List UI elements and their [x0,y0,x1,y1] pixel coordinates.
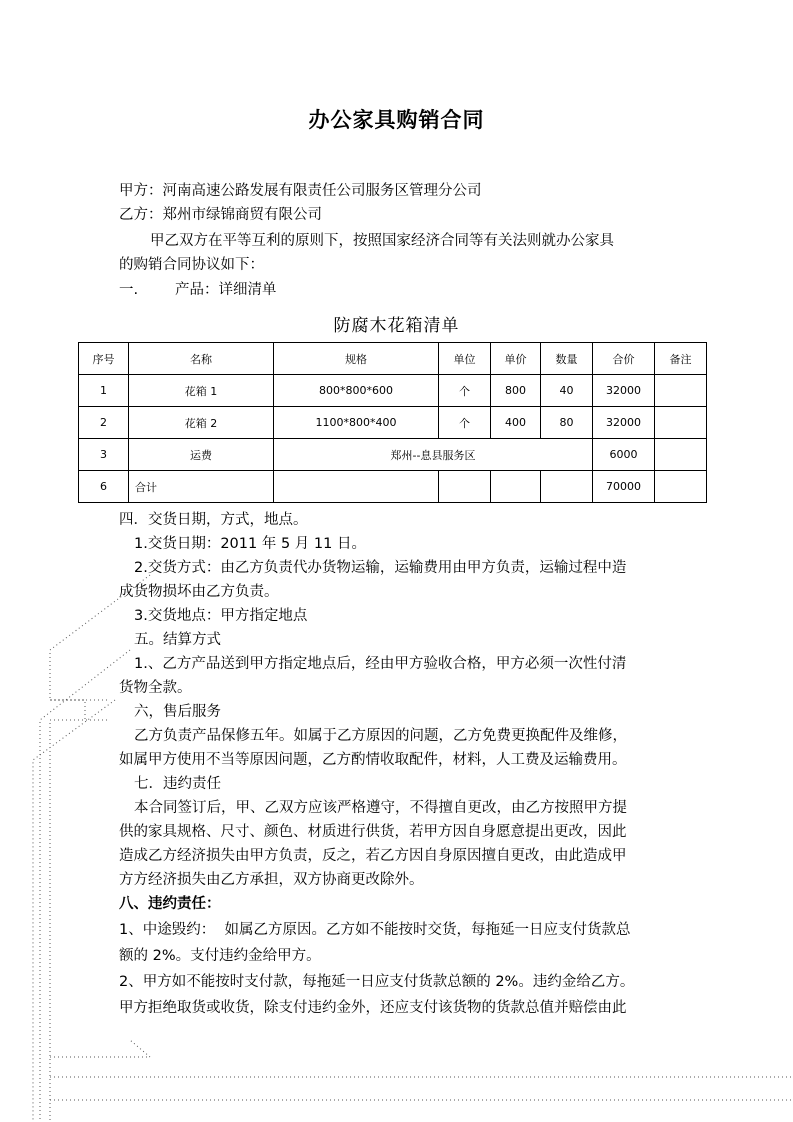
s8-item-1-line-1: 1、中途毁约： 如属乙方原因。乙方如不能按时交货，每拖延一日应支付货款总 [119,922,631,938]
table-row [79,407,707,439]
cell-total: 32000 [593,407,655,439]
header-price: 单价 [491,343,541,375]
party-b: 乙方：郑州市绿锦商贸有限公司 [119,207,322,223]
header-spec: 规格 [274,343,439,375]
cell-route: 郑州--息县服务区 [274,439,593,471]
cell-seq: 2 [79,407,129,439]
cell-empty [274,471,439,503]
cell-unit: 个 [439,375,491,407]
s7-line-2: 供的家具规格、尺寸、颜色、材质进行供货，若甲方因自身愿意提出更改，因此 [119,824,627,840]
s4-item-3: 3.交货地点：甲方指定地点 [134,608,308,624]
header-unit: 单位 [439,343,491,375]
header-name: 名称 [129,343,274,375]
table-title: 防腐木花箱清单 [333,316,460,336]
cell-empty [491,471,541,503]
cell-empty [439,471,491,503]
section-1-heading: 一. 产品：详细清单 [119,282,277,298]
cell-price: 800 [491,375,541,407]
cell-note [655,407,707,439]
cell-total: 32000 [593,375,655,407]
cell-sum-total: 70000 [593,471,655,503]
header-seq: 序号 [79,343,129,375]
cell-price: 400 [491,407,541,439]
cell-name: 花箱 1 [129,375,274,407]
cell-name: 运费 [129,439,274,471]
cell-empty [655,471,707,503]
s8-item-3: 甲方拒绝取货或收货，除支付违约金外，还应支付该货物的货款总值并赔偿由此 [119,1000,627,1016]
header-note: 备注 [655,343,707,375]
cell-name: 花箱 2 [129,407,274,439]
cell-seq: 6 [79,471,129,503]
s8-item-1-line-2: 额的 2%。支付违约金给甲方。 [119,948,321,964]
cell-spec: 800*800*600 [274,375,439,407]
document-title: 办公家具购销合同 [308,107,485,132]
cell-note [655,375,707,407]
s5-item-1-line-2: 货物全款。 [119,680,192,696]
preamble-line-2: 的购销合同协议如下： [119,257,264,273]
s4-item-1: 1.交货日期：2011 年 5 月 11 日。 [134,536,366,552]
cell-sum-label: 合计 [129,471,274,503]
s7-line-1: 本合同签订后，甲、乙双方应该严格遵守，不得擅自更改，由乙方按照甲方提 [134,800,627,816]
cell-seq: 1 [79,375,129,407]
section-6-heading: 六，售后服务 [134,704,221,720]
cell-qty: 40 [541,375,593,407]
section-5-heading: 五。结算方式 [134,632,221,648]
header-qty: 数量 [541,343,593,375]
cell-qty: 80 [541,407,593,439]
preamble-line-1: 甲乙双方在平等互利的原则下，按照国家经济合同等有关法则就办公家具 [150,233,614,249]
cell-seq: 3 [79,439,129,471]
s5-item-1-line-1: 1.、乙方产品送到甲方指定地点后，经由甲方验收合格，甲方必须一次性付清 [134,656,627,672]
cell-unit: 个 [439,407,491,439]
cell-note [655,439,707,471]
header-total: 合价 [593,343,655,375]
table-header-row [79,343,707,375]
s4-item-2-line-2: 成货物损坏由乙方负责。 [119,584,279,600]
s7-line-4: 方方经济损失由乙方承担，双方协商更改除外。 [119,872,424,888]
section-4-heading: 四．交货日期，方式，地点。 [119,512,308,528]
s6-line-1: 乙方负责产品保修五年。如属于乙方原因的问题，乙方免费更换配件及维修， [134,728,627,744]
table-row-sum [79,471,707,503]
cell-spec: 1100*800*400 [274,407,439,439]
s8-item-2: 2、甲方如不能按时支付款，每拖延一日应支付货款总额的 2%。违约金给乙方。 [119,974,635,990]
table-row-freight [79,439,707,471]
party-a: 甲方：河南高速公路发展有限责任公司服务区管理分公司 [119,183,482,199]
cell-total: 6000 [593,439,655,471]
cell-empty [541,471,593,503]
s4-item-2-line-1: 2.交货方式：由乙方负责代办货物运输，运输费用由甲方负责，运输过程中造 [134,560,627,576]
section-8-heading: 八、违约责任： [119,896,221,912]
s6-line-2: 如属甲方使用不当等原因问题，乙方酌情收取配件，材料，人工费及运输费用。 [119,752,627,768]
goods-table [78,342,707,503]
table-row [79,375,707,407]
s7-line-3: 造成乙方经济损失由甲方负责，反之，若乙方因自身原因擅自更改，由此造成甲 [119,848,627,864]
section-7-heading: 七．违约责任 [134,776,221,792]
